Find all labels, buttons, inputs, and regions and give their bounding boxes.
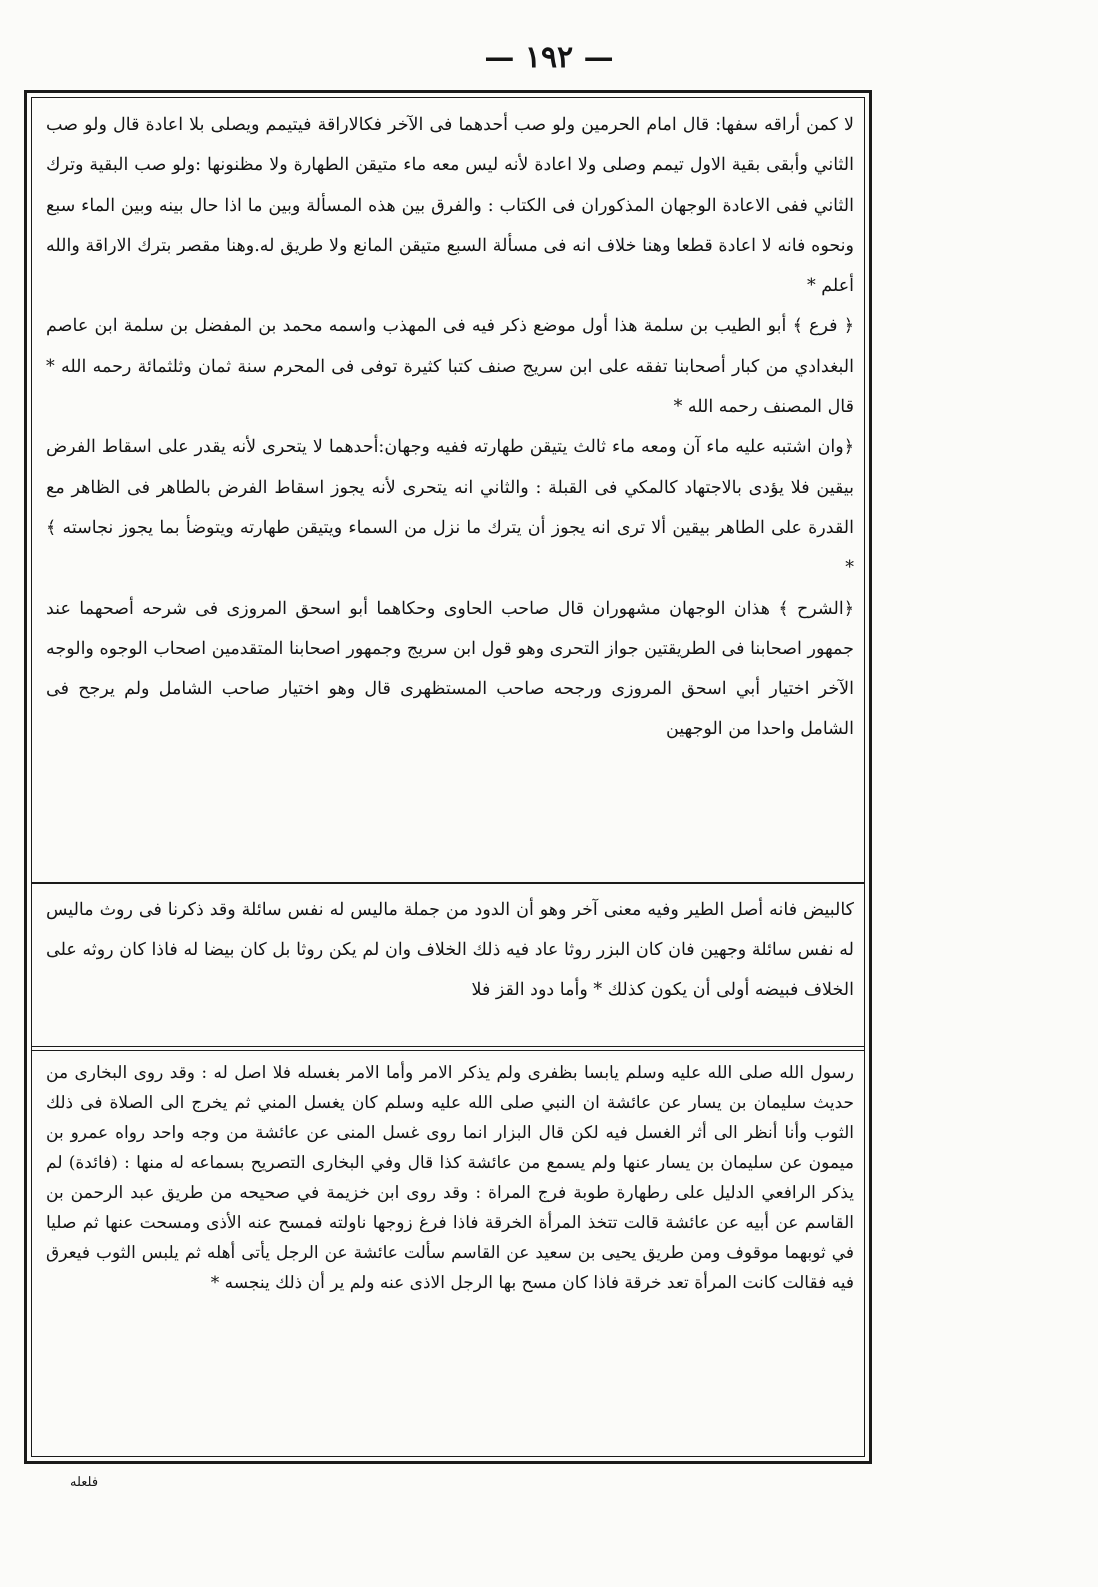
- page-number: — ١٩٢ —: [484, 40, 614, 75]
- bottom-note-text: رسول الله صلى الله عليه وسلم يابسا بظفرى ولم يذكر الامر وأما الامر بغسله فلا اصل له : وقد روى البخارى من حديث سليمان بن يسار عن عائشة ان النبي صلى الله عليه وسلم كان يغسل المني ثم يخرج الى الصلاة فى ذلك الثوب وأنا أنظر الى أثر الغسل فيه لكن قال البزار انما روى غسل المنى عن عائشة من وجه واحد رواه عمرو بن ميمون عن سليمان بن يسار عنها ولم يسمع من عائشة كذا قال وفي البخارى التصريح بسماعه له منها : (فائدة) لم يذكر الرافعي الدليل على رطهارة طوبة فرج المراة : وقد روى ابن خزيمة في صحيحه من طريق عبد الرحمن بن القاسم عن أبيه عن عائشة قالت تتخذ المرأة الخرقة فاذا فرغ زوجها ناولته فمسح عنه الأذى ومسحت عنها ثم صليا في ثوبهما موقوف ومن طريق يحيى بن سعيد عن القاسم سألت عائشة عن الرجل يأتى أهله ثم يلبس الثوب فيعرق فيه فقالت كانت المرأة تعد خرقة فاذا كان مسح بها الرجل الاذى عنه ولم ير أن ذلك ينجسه *: [46, 1063, 854, 1293]
- divider: [31, 1050, 865, 1051]
- main-paragraph: لا كمن أراقه سفها: قال امام الحرمين ولو صب أحدهما فى الآخر فكالاراقة فيتيمم ويصلى بلا اعادة قال ولو صب الثاني وأبقى بقية الاول تيمم وصلى ولا اعادة لأنه ليس معه ماء متيقن الطهارة ولا مظنونها :ولو صب البقية وترك الثاني ففى الاعادة الوجهان المذكوران فى الكتاب : والفرق بين هذه المسألة وبين ما اذا حال بينه وبين الماء سبع ونحوه فانه لا اعادة قطعا وهنا خلاف انه فى مسألة السبع متيقن المانع ولا طريق له.وهنا مقصر بترك الاراقة والله أعلم *: [46, 115, 854, 297]
- middle-commentary: [46, 890, 854, 1040]
- divider: [31, 1046, 865, 1047]
- catchword: فلعله: [70, 1475, 99, 1490]
- middle-note-text: كالبيض فانه أصل الطير وفيه معنى آخر وهو أن الدود من جملة ماليس له نفس سائلة وقد ذكرنا فى روث ماليس له نفس سائلة وجهين فان كان البزر روثا عاد فيه ذلك الخلاف وان لم يكن روثا بل كان بيضا له فاذا كان روثه على الخلاف فبيضه أولى أن يكون كذلك * وأما دود القز فلا: [46, 900, 854, 1000]
- divider: [31, 882, 865, 884]
- bottom-footnote: [46, 1058, 854, 1448]
- main-paragraph: ﴿وان اشتبه عليه ماء آن ومعه ماء ثالث يتيقن طهارته ففيه وجهان:أحدهما لا يتحرى لأنه يقدر على اسقاط الفرض بيقين فلا يؤدى بالاجتهاد كالمكي فى القبلة : والثاني انه يتحرى لأنه يجوز اسقاط الفرض بالطاهر فى الظاهر مع القدرة على الطاهر بيقين ألا ترى انه يجوز أن يترك ما نزل من السماء ويتيقن طهارته ويتوضأ بما يجوز نجاسته ﴾ *: [46, 437, 854, 579]
- main-paragraph: ﴿ فرع ﴾ أبو الطيب بن سلمة هذا أول موضع ذكر فيه فى المهذب واسمه محمد بن المفضل بن سلمة ابن عاصم البغدادي من كبار أصحابنا تفقه على ابن سريج صنف كتبا كثيرة توفى فى المحرم سنة ثمان وثلثمائة رحمه الله * قال المصنف رحمه الله *: [46, 316, 854, 418]
- main-text: [46, 105, 854, 875]
- main-paragraph: ﴿الشرح ﴾ هذان الوجهان مشهوران قال صاحب الحاوى وحكاهما أبو اسحق المروزى فى شرحه أصحهما عند جمهور اصحابنا فى الطريقتين جواز التحرى وهو قول ابن سريج وجمهور اصحابنا المتقدمين اصحاب الوجوه والوجه الآخر اختيار أبي اسحق المروزى ورجحه صاحب المستظهرى قال وهو اختيار صاحب الشامل ولم يرجح فى الشامل واحدا من الوجهين: [46, 598, 854, 740]
